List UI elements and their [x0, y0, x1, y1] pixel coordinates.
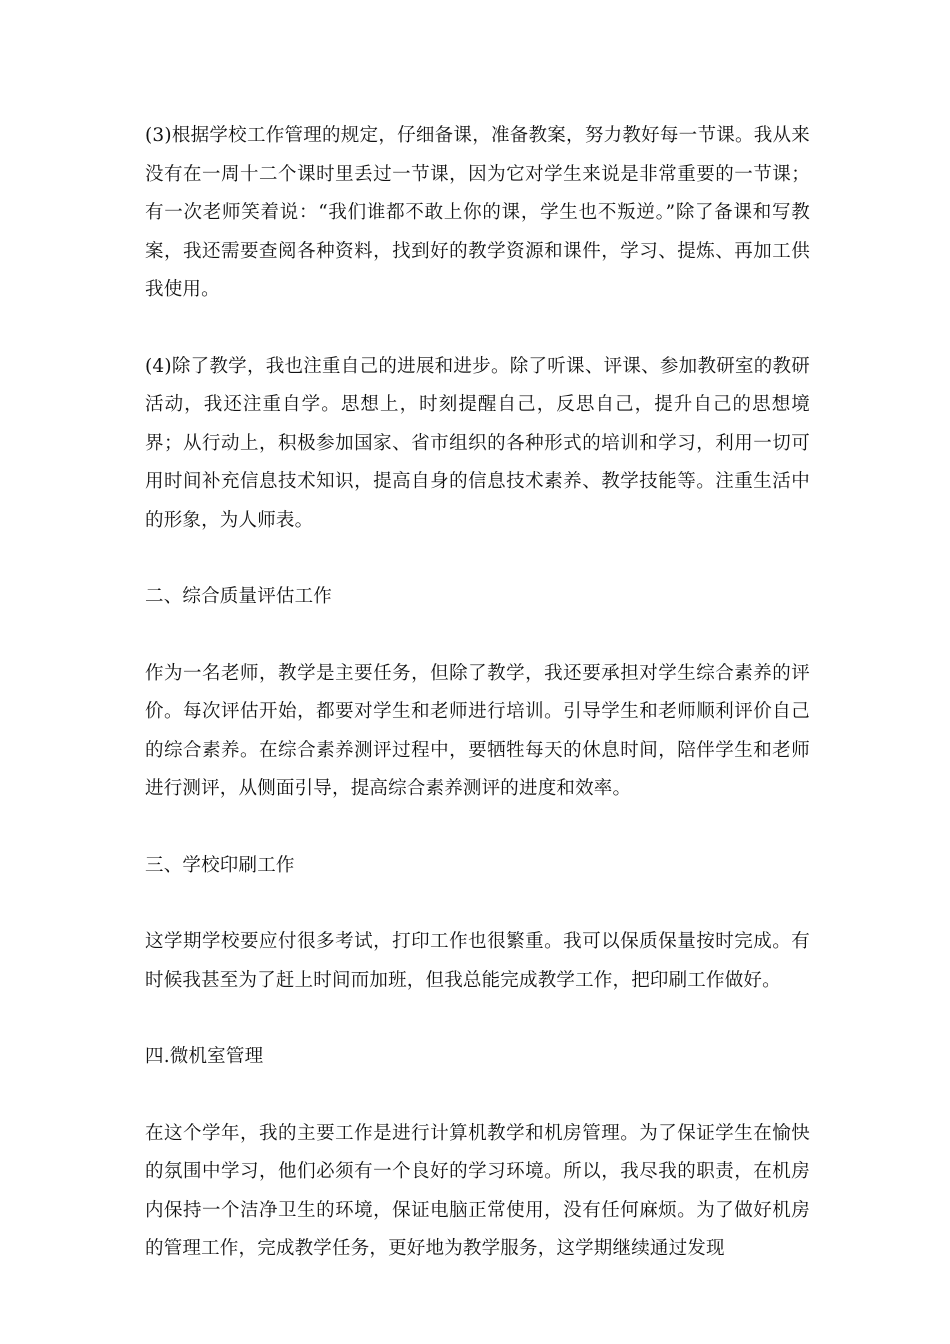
paragraph-gap	[145, 310, 810, 348]
section-heading-computer-lab: 四.微机室管理	[145, 1046, 264, 1067]
section-heading-quality-evaluation: 二、综合质量评估工作	[145, 586, 333, 607]
paragraph-printing: 这学期学校要应付很多考试，打印工作也很繁重。我可以保质保量按时完成。有时候我甚至为了赶上时间而加班，但我总能完成教学工作，把印刷工作做好。	[145, 931, 810, 991]
paragraph-teaching-preparation: (3)根据学校工作管理的规定，仔细备课，准备教案，努力教好每一节课。我从来没有在一周十二个课时里丢过一节课，因为它对学生来说是非常重要的一节课；有一次老师笑着说：“我们谁都不敢上你的课，学生也不叛逆。”除了备课和写教案，我还需要查阅各种资料，找到好的教学资源和课件，学习、提炼、再加工供我使用。	[145, 125, 810, 300]
paragraph-self-improvement: (4)除了教学，我也注重自己的进展和进步。除了听课、评课、参加教研室的教研活动，我还注重自学。思想上，时刻提醒自己，反思自己，提升自己的思想境界；从行动上，积极参加国家、省市组织的各种形式的培训和学习，利用一切可用时间补充信息技术知识，提高自身的信息技术素养、教学技能等。注重生活中的形象，为人师表。	[145, 355, 810, 531]
section-heading-printing: 三、学校印刷工作	[145, 854, 295, 876]
paragraph-gap	[145, 809, 810, 847]
paragraph-computer-lab: 在这个学年，我的主要工作是进行计算机教学和机房管理。为了保证学生在愉快的氛围中学习，他们必须有一个良好的学习环境。所以，我尽我的职责，在机房内保持一个洁净卫生的环境，保证电脑正常使用，没有任何麻烦。为了做好机房的管理工作，完成教学任务，更好地为教学服务，这学期继续通过发现	[145, 1122, 810, 1259]
paragraph-quality-evaluation: 作为一名老师，教学是主要任务，但除了教学，我还要承担对学生综合素养的评价。每次评估开始，都要对学生和老师进行培训。引导学生和老师顺利评价自己的综合素养。在综合素养测评过程中，要牺牲每天的休息时间，陪伴学生和老师进行测评，从侧面引导，提高综合素养测评的进度和效率。	[145, 662, 810, 799]
paragraph-gap	[145, 885, 810, 923]
paragraph-gap	[145, 540, 810, 578]
paragraph-gap	[145, 1000, 810, 1038]
paragraph-gap	[145, 617, 810, 655]
document-body	[145, 117, 810, 1269]
paragraph-gap	[145, 1077, 810, 1115]
